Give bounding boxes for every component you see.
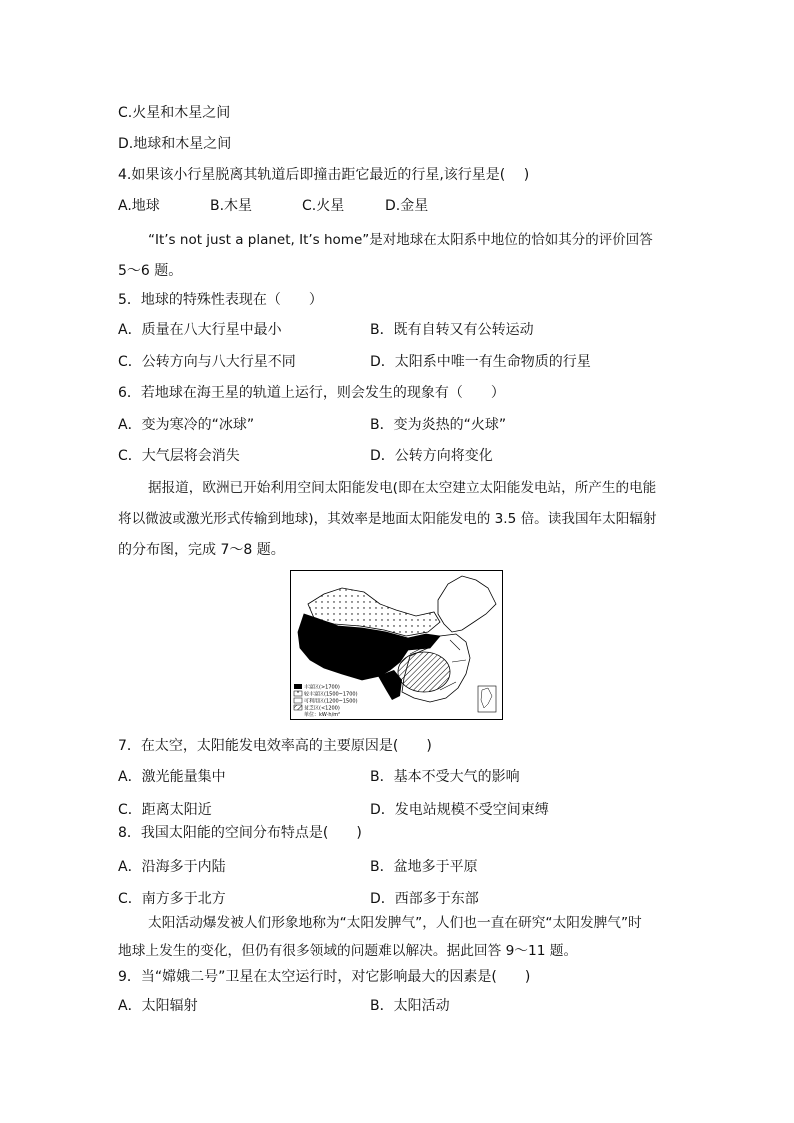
option-d-previous: D.地球和木星之间: [118, 136, 232, 152]
question-6: 6．若地球在海王星的轨道上运行，则会发生的现象有（ ）: [118, 385, 505, 401]
q8-option-c: C．南方多于北方: [118, 891, 226, 907]
q4-option-a: A.地球: [118, 198, 160, 214]
intro-q7-8-line3: 的分布图，完成 7～8 题。: [118, 542, 285, 558]
q6-option-c: C．大气层将会消失: [118, 448, 240, 464]
intro-q7-8-line1: 据报道，欧洲已开始利用空间太阳能发电(即在太空建立太阳能发电站，所产生的电能: [148, 480, 657, 496]
legend-unit: 单位：kW·h/m²: [304, 712, 341, 718]
q4-option-c: C.火星: [302, 198, 345, 214]
q6-option-a: A．变为寒冷的“冰球”: [118, 417, 255, 433]
q7-option-c: C．距离太阳近: [118, 802, 212, 818]
intro-q9-11-line1: 太阳活动爆发被人们形象地称为“太阳发脾气”，人们也一直在研究“太阳发脾气”时: [148, 915, 642, 931]
question-8: 8．我国太阳能的空间分布特点是( ): [118, 825, 362, 841]
q5-option-d: D．太阳系中唯一有生命物质的行星: [370, 354, 591, 370]
q8-option-b: B．盆地多于平原: [370, 859, 478, 875]
legend-rather-rich: 较丰富区(1500~1700): [304, 691, 358, 698]
q9-option-a: A．太阳辐射: [118, 998, 198, 1014]
q8-option-d: D．西部多于东部: [370, 891, 479, 907]
intro-q7-8-line2: 将以微波或激光形式传输到地球)，其效率是地面太阳能发电的 3.5 倍。读我国年太阳辐射: [118, 511, 657, 527]
q8-option-a: A．沿海多于内陆: [118, 859, 226, 875]
q4-option-d: D.金星: [385, 198, 429, 214]
q6-option-d: D．公转方向将变化: [370, 448, 493, 464]
q4-option-b: B.木星: [210, 198, 253, 214]
q7-option-a: A．激光能量集中: [118, 769, 226, 785]
q6-option-b: B．变为炎热的“火球”: [370, 417, 507, 433]
question-5: 5．地球的特殊性表现在（ ）: [118, 292, 323, 308]
legend-usable: 可利用区(1200~1500): [304, 698, 358, 705]
question-7: 7．在太空，太阳能发电效率高的主要原因是( ): [118, 738, 432, 754]
q7-option-b: B．基本不受大气的影响: [370, 769, 520, 785]
intro-q5-6-line1: “It’s not just a planet, It’s home”是对地球在太阳系中地位的恰如其分的评价回答: [148, 232, 653, 248]
intro-q9-11-line2: 地球上发生的变化，但仍有很多领域的问题难以解决。据此回答 9～11 题。: [118, 943, 578, 959]
q7-option-d: D．发电站规模不受空间束缚: [370, 802, 549, 818]
question-9: 9．当“嫦娥二号”卫星在太空运行时，对它影响最大的因素是( ): [118, 969, 531, 985]
q5-option-c: C．公转方向与八大行星不同: [118, 354, 296, 370]
legend-rich: 丰富区(>1700): [304, 684, 340, 691]
question-4: 4.如果该小行星脱离其轨道后即撞击距它最近的行星,该行星是( ): [118, 167, 530, 183]
legend-poor: 贫乏区(<1200): [304, 705, 340, 712]
intro-q5-6-line2: 5～6 题。: [118, 263, 183, 279]
solar-radiation-map: [290, 570, 503, 720]
q5-option-b: B．既有自转又有公转运动: [370, 322, 534, 338]
q5-option-a: A．质量在八大行星中最小: [118, 322, 282, 338]
option-c-previous: C.火星和木星之间: [118, 105, 231, 121]
q9-option-b: B．太阳活动: [370, 998, 450, 1014]
